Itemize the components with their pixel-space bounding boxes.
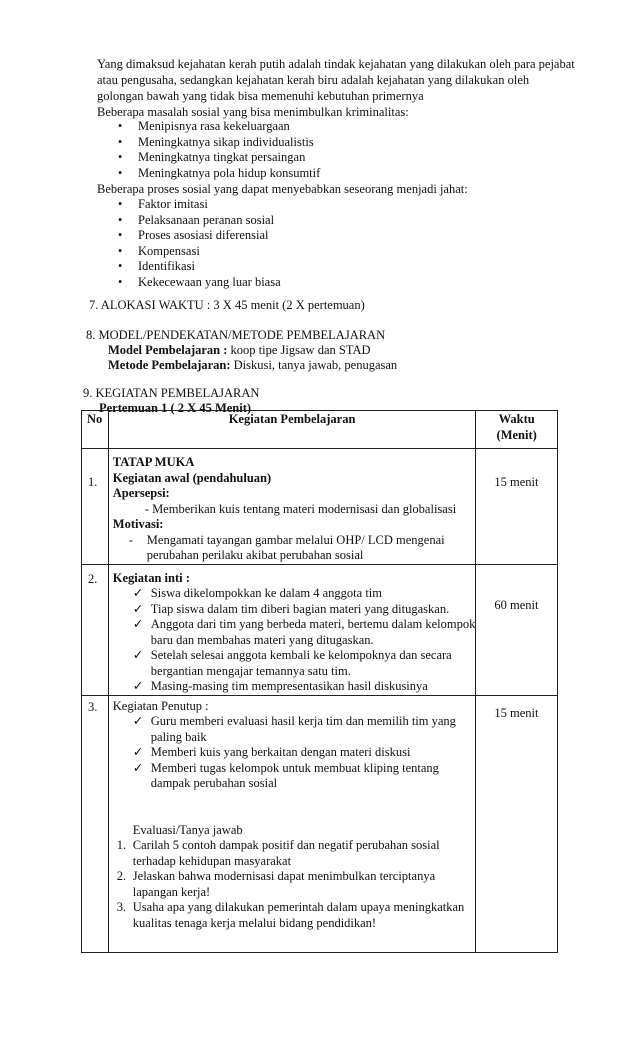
bullet-icon: • bbox=[118, 165, 123, 180]
check-icon: ✓ bbox=[132, 617, 144, 631]
table-row bbox=[82, 695, 558, 952]
bullet-icon: • bbox=[118, 197, 123, 211]
table-row bbox=[82, 449, 558, 565]
bullet-icon: • bbox=[118, 243, 123, 258]
check-icon: ✓ bbox=[132, 679, 144, 693]
metode-pembelajaran: Metode Pembelajaran: Diskusi, tanya jawab, penugasan bbox=[108, 358, 398, 372]
bullet-icon: • bbox=[118, 274, 123, 289]
header-no: No bbox=[82, 411, 109, 449]
evaluasi-title: Evaluasi/Tanya jawab bbox=[132, 822, 243, 837]
model-pembelajaran: Model Pembelajaran : koop tipe Jigsaw dan STAD bbox=[108, 343, 371, 357]
check-icon: ✓ bbox=[132, 601, 144, 616]
table-row bbox=[82, 564, 558, 695]
check-icon: ✓ bbox=[132, 760, 144, 775]
pertemuan-subtitle: Pertemuan 1 ( 2 X 45 Menit) bbox=[99, 401, 252, 415]
intro-line-1: Yang dimaksud kejahatan kerah putih adalah tindak kejahatan yang dilakukan oleh para pejabat bbox=[97, 57, 575, 71]
list-item: • Faktor imitasi bbox=[118, 197, 208, 211]
bullet-icon: • bbox=[118, 259, 123, 273]
intro-line-2: atau pengusaha, sedangkan kejahatan kerah biru adalah kejahatan yang dilakukan oleh bbox=[97, 73, 530, 87]
check-icon: ✓ bbox=[132, 648, 144, 662]
list-item: • Kompensasi bbox=[118, 243, 200, 258]
list2-title: Beberapa proses sosial yang dapat menyebabkan seseorang menjadi jahat: bbox=[97, 182, 468, 196]
check-icon: ✓ bbox=[132, 745, 144, 759]
table-header-row bbox=[82, 411, 558, 449]
row-number: 3. bbox=[82, 695, 109, 952]
bullet-icon: • bbox=[118, 212, 123, 227]
list1 bbox=[118, 119, 320, 181]
row-number: 1. bbox=[82, 449, 109, 565]
bullet-icon: • bbox=[118, 150, 123, 164]
row-kegiatan: Kegiatan Penutup : ✓ Guru memberi evaluasi hasil kerja tim dan memilih tim yang paling baik ✓ Memberi kuis yang berkaitan dengan materi diskusi ✓ Memberi tugas kelompok untuk membuat kliping tentang dampak perubahan sosial Evaluasi/Tanya jawab 1. Carilah 5 contoh dampak positif dan negatif perubahan sosial terhadap kehidupan masyarakat 2. Jelaskan bahwa modernisasi dapat menimbulkan terciptanya lapangan kerja! 3. Usaha apa yang dilakukan pemerintah dalam upaya meningkatkan kualitas tenaga kerja melalui bidang pendidikan! bbox=[108, 695, 476, 952]
list-item: • Meningkatnya sikap individualistis bbox=[118, 134, 314, 149]
row-number: 2. bbox=[82, 564, 109, 695]
bullet-icon: • bbox=[118, 134, 123, 149]
intro-line-3: golongan bawah yang tidak bisa memenuhi kebutuhan primernya bbox=[97, 89, 424, 103]
section-9-title: 9. KEGIATAN PEMBELAJARAN bbox=[83, 386, 260, 400]
row-waktu: 60 menit bbox=[476, 564, 558, 695]
bullet-icon: • bbox=[118, 228, 123, 242]
kegiatan-table bbox=[81, 410, 558, 953]
list-item: • Meningkatnya pola hidup konsumtif bbox=[118, 165, 321, 180]
header-waktu: Waktu (Menit) bbox=[476, 411, 558, 449]
list-item: • Identifikasi bbox=[118, 259, 195, 273]
check-icon: ✓ bbox=[132, 714, 144, 728]
row-waktu: 15 menit bbox=[476, 449, 558, 565]
list2 bbox=[118, 197, 281, 290]
row-kegiatan: TATAP MUKA Kegiatan awal (pendahuluan) Apersepsi: - Memberikan kuis tentang materi modernisasi dan globalisasi Motivasi: - Mengamati tayangan gambar melalui OHP/ LCD mengenai perubahan perilaku akibat perubahan sosial bbox=[108, 449, 476, 565]
bullet-icon: • bbox=[118, 119, 123, 133]
check-icon: ✓ bbox=[132, 586, 144, 600]
list-item: • Proses asosiasi diferensial bbox=[118, 228, 269, 242]
list-item: • Menipisnya rasa kekeluargaan bbox=[118, 119, 290, 133]
header-kegiatan: Kegiatan Pembelajaran bbox=[108, 411, 476, 449]
section-7-alokasi-waktu: 7. ALOKASI WAKTU : 3 X 45 menit (2 X pertemuan) bbox=[89, 298, 365, 312]
row-waktu: 15 menit bbox=[476, 695, 558, 952]
list-item: • Pelaksanaan peranan sosial bbox=[118, 212, 275, 227]
section-8-title: 8. MODEL/PENDEKATAN/METODE PEMBELAJARAN bbox=[86, 328, 386, 342]
row-kegiatan: Kegiatan inti : ✓ Siswa dikelompokkan ke dalam 4 anggota tim ✓ Tiap siswa dalam tim diberi bagian materi yang ditugaskan. ✓ Anggota dari tim yang berbeda materi, bertemu dalam kelompok baru dan membahas materi yang ditugaskan. ✓ Setelah selesai anggota kembali ke kelompoknya dan secara bergantian mengajar temannya satu tim. ✓ Masing-masing tim mempresentasikan hasil diskusinya bbox=[108, 564, 476, 695]
list-item: • Kekecewaan yang luar biasa bbox=[118, 274, 281, 289]
list-item: • Meningkatnya tingkat persaingan bbox=[118, 150, 306, 164]
list1-title: Beberapa masalah sosial yang bisa menimbulkan kriminalitas: bbox=[97, 105, 409, 119]
